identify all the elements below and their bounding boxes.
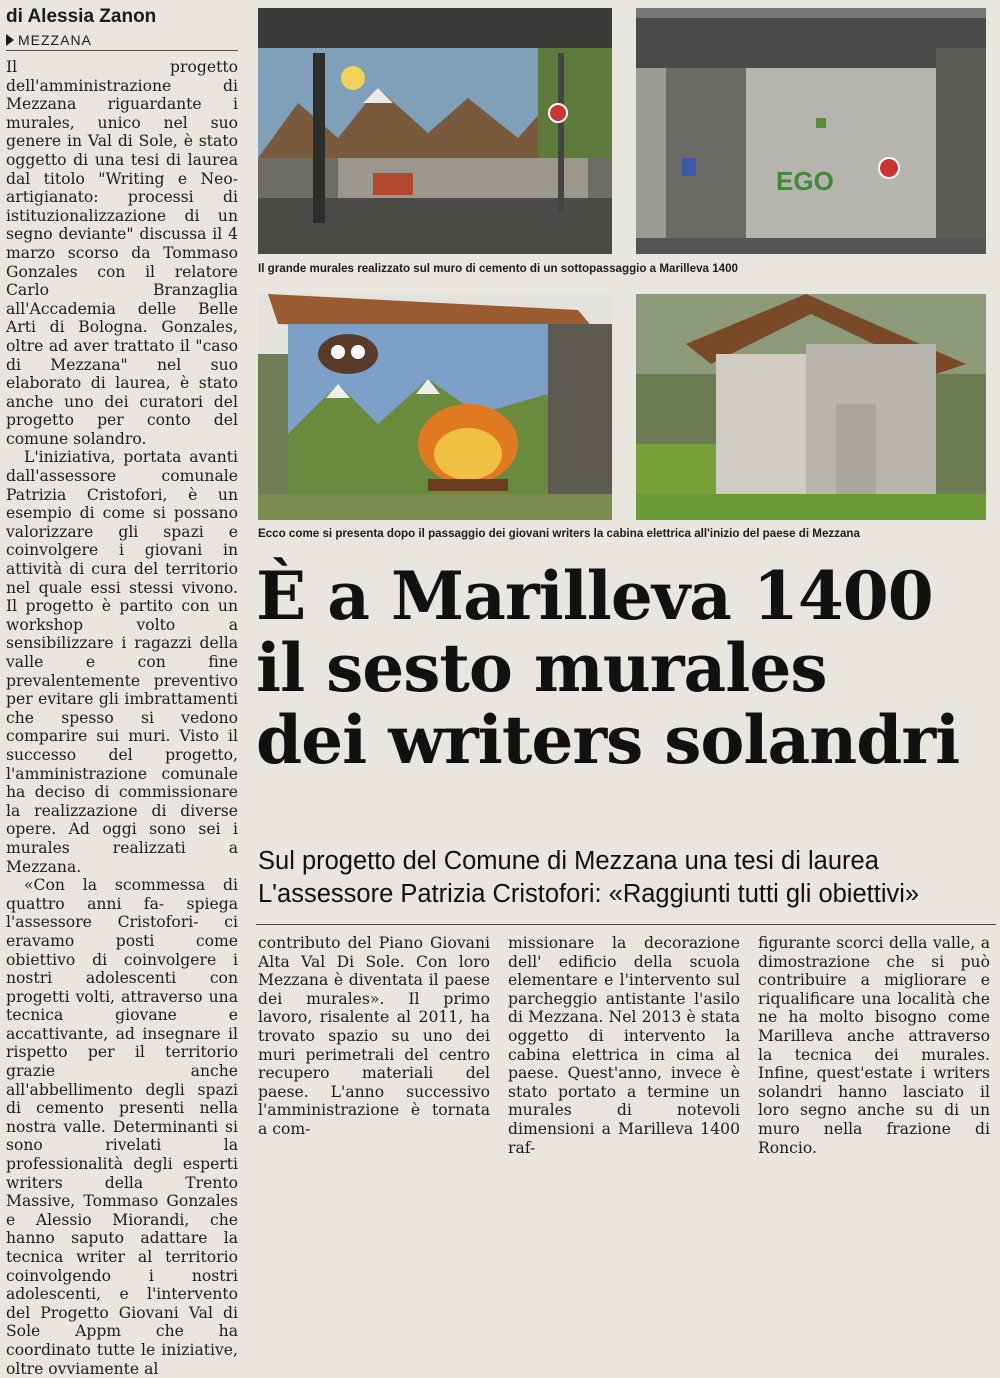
headline-line-1: È a Marilleva 1400 [256, 557, 933, 635]
headline-line-3: dei writers solandri [256, 701, 960, 779]
location-label: MEZZANA [18, 32, 92, 48]
paragraph-3: «Con la scommessa di quattro anni fa- spiega l'assessore Cristofori- ci eravamo posti come obiettivo di coinvolgere i nostri adolescenti con progetti volti, attraverso una tecnica giovane e accattivante, ad insegnare il rispetto per il territorio grazie anche all'abbellimento degli spazi di cemento presenti nella nostra valle. Determinanti si sono rivelati la professionalità degli esperti writers della Trento Massive, Tommaso Gonzales e Alessio Miorandi, che hanno saputo adattare la tecnica writer al territorio coinvolgendo i nostri adolescenti, e l'intervento del Progetto Giovani Val di Sole Appm che ha coordinato tutte le iniziative, oltre ovviamente al [6, 876, 238, 1378]
caption-top: Il grande murales realizzato sul muro di cemento di un sottopassaggio a Marilleva 1400 [258, 262, 738, 275]
location-tag [6, 32, 92, 48]
subhead-line-2: L'assessore Patrizia Cristofori: «Raggiunti tutti gli obiettivi» [258, 880, 920, 908]
article-column-4: figurante scorci della valle, a dimostrazione che si può contribuire a migliorare e riqualificare una località che ne ha molto bisogno come Marilleva anche attraverso la tecnica dei murales. Infine, quest'estate i writers solandri hanno lasciato il loro segno anche su di un muro nella frazione di Roncio. [758, 934, 990, 1157]
article-column-3: missionare la decorazione dell' edificio della scuola elementare e l'intervento sul parcheggio antistante l'asilo di Mezzana. Nel 2013 è stata oggetto di intervento la cabina elettrica in cima al paese. Quest'anno, invece è stato portato a termine un murales di notevoli dimensioni a Marilleva 1400 raf- [508, 934, 740, 1157]
paragraph-1: Il progetto dell'amministrazione di Mezzana riguardante i murales, unico nel suo genere in Val di Sole, è stato oggetto di una tesi di laurea dal titolo "Writing e Neo-artigianato: processi di istituzionalizzazione di un segno deviante" discussa il 4 marzo scorso da Tommaso Gonzales con il relatore Carlo Branzaglia all'Accademia delle Belle Arti di Bologna. Gonzales, oltre ad aver trattato il "caso di Mezzana" nel suo elaborato di laurea, è stato anche uno dei curatori del progetto per conto del comune solandro. [6, 58, 238, 448]
paragraph-2: L'iniziativa, portata avanti dall'assessore comunale Patrizia Cristofori, è un esempio di come si possano valorizzare gli spazi e coinvolgere i giovani in attività di cura del territorio nel quale essi stessi vivono. Il progetto è partito con un workshop volto a sensibilizzare i ragazzi della valle e con fine prevalentemente preventivo per evitare gli imbrattamenti che spesso si vedono comparire sui muri. Visto il successo del progetto, l'amministrazione comunale ha deciso di commissionare la realizzazione di diverse opere. Ad oggi sono sei i murales realizzati a Mezzana. [6, 448, 238, 876]
byline-divider [6, 50, 238, 51]
headline-line-2: il sesto murales [256, 629, 827, 707]
headline [256, 557, 996, 779]
photo-underpass-mural [258, 8, 612, 254]
article-column-2: contributo del Piano Giovani Alta Val Di Sole. Con loro Mezzana è diventata il paese dei murales». Il primo lavoro, risalente al 2011, ha trovato spazio su uno dei muri perimetrali del centro recupero materiali del paese. L'anno successivo l'amministrazione è tornata a com- [258, 934, 490, 1138]
subhead-line-1: Sul progetto del Comune di Mezzana una tesi di laurea [258, 847, 879, 875]
subhead-divider [256, 924, 996, 925]
triangle-icon [6, 34, 14, 46]
photo-underpass-structure [636, 8, 986, 254]
byline: di Alessia Zanon [6, 6, 157, 27]
subheadline [258, 845, 998, 911]
photo-plain-cabin [636, 294, 986, 520]
mural-tag: EGO [776, 166, 834, 196]
article-column-1 [6, 58, 238, 1378]
photo-painted-cabin [258, 294, 612, 520]
caption-mid: Ecco come si presenta dopo il passaggio dei giovani writers la cabina elettrica all'inizio del paese di Mezzana [258, 527, 860, 540]
